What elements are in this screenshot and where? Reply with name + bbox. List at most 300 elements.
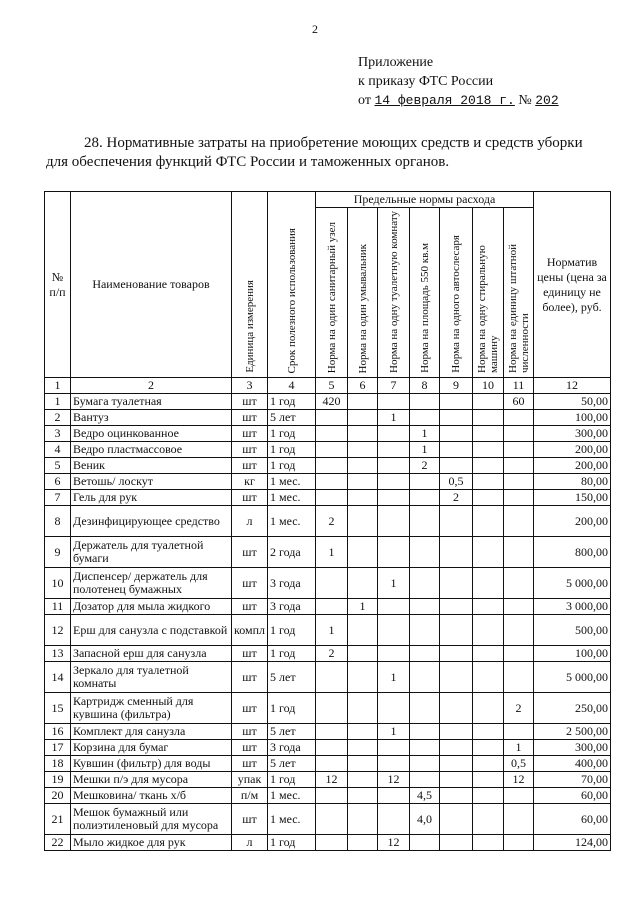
norm-mechanic bbox=[440, 804, 473, 835]
unit-cell: шт bbox=[232, 693, 268, 724]
term-cell: 1 год bbox=[268, 458, 316, 474]
table-row bbox=[45, 506, 611, 537]
norm-washbasin bbox=[348, 615, 378, 646]
norm-washing-machine bbox=[473, 442, 504, 458]
unit-cell: шт bbox=[232, 537, 268, 568]
norm-per-staff bbox=[504, 474, 534, 490]
norm-sanitary-unit bbox=[316, 490, 348, 506]
norm-area-550 bbox=[410, 662, 440, 693]
col-number: 4 bbox=[268, 378, 316, 394]
unit-cell: шт bbox=[232, 646, 268, 662]
norm-per-staff bbox=[504, 506, 534, 537]
item-name: Диспенсер/ держатель для полотенец бумажных bbox=[71, 568, 232, 599]
col-number: 2 bbox=[71, 378, 232, 394]
item-name: Гель для рук bbox=[71, 490, 232, 506]
header-n3: Норма на одну туалетную комнату bbox=[378, 208, 410, 378]
norm-sanitary-unit bbox=[316, 458, 348, 474]
header-unit: Единица измерения bbox=[232, 192, 268, 378]
norm-washbasin bbox=[348, 426, 378, 442]
norm-washing-machine bbox=[473, 410, 504, 426]
norm-mechanic bbox=[440, 740, 473, 756]
term-cell: 1 мес. bbox=[268, 788, 316, 804]
norm-per-staff bbox=[504, 615, 534, 646]
norm-washing-machine bbox=[473, 490, 504, 506]
term-cell: 1 год bbox=[268, 693, 316, 724]
norm-mechanic bbox=[440, 646, 473, 662]
item-name: Картридж сменный для кувшина (фильтра) bbox=[71, 693, 232, 724]
norm-per-staff: 1 bbox=[504, 740, 534, 756]
table-row bbox=[45, 772, 611, 788]
price-cell: 80,00 bbox=[534, 474, 611, 490]
term-cell: 1 мес. bbox=[268, 474, 316, 490]
table-row bbox=[45, 410, 611, 426]
norm-sanitary-unit bbox=[316, 599, 348, 615]
norm-area-550: 1 bbox=[410, 442, 440, 458]
norm-washbasin bbox=[348, 788, 378, 804]
norm-washing-machine bbox=[473, 394, 504, 410]
norm-area-550 bbox=[410, 740, 440, 756]
price-cell: 50,00 bbox=[534, 394, 611, 410]
row-number: 5 bbox=[45, 458, 71, 474]
table-row bbox=[45, 394, 611, 410]
row-number: 13 bbox=[45, 646, 71, 662]
row-number: 22 bbox=[45, 835, 71, 851]
norm-washbasin bbox=[348, 835, 378, 851]
item-name: Вантуз bbox=[71, 410, 232, 426]
norm-mechanic bbox=[440, 724, 473, 740]
price-cell: 200,00 bbox=[534, 442, 611, 458]
price-cell: 70,00 bbox=[534, 772, 611, 788]
appendix-line2: к приказу ФТС России bbox=[358, 74, 494, 89]
term-cell: 5 лет bbox=[268, 410, 316, 426]
table-row bbox=[45, 537, 611, 568]
table-row bbox=[45, 662, 611, 693]
norm-per-staff bbox=[504, 804, 534, 835]
table-row bbox=[45, 788, 611, 804]
item-name: Ведро пластмассовое bbox=[71, 442, 232, 458]
norm-washing-machine bbox=[473, 426, 504, 442]
term-cell: 3 года bbox=[268, 568, 316, 599]
norm-area-550 bbox=[410, 724, 440, 740]
norm-mechanic bbox=[440, 506, 473, 537]
col-number: 9 bbox=[440, 378, 473, 394]
norm-mechanic bbox=[440, 662, 473, 693]
col-number: 11 bbox=[504, 378, 534, 394]
table-row bbox=[45, 474, 611, 490]
item-name: Держатель для туалетной бумаги bbox=[71, 537, 232, 568]
norm-area-550 bbox=[410, 506, 440, 537]
norm-mechanic bbox=[440, 693, 473, 724]
norm-washbasin bbox=[348, 756, 378, 772]
norm-sanitary-unit: 2 bbox=[316, 506, 348, 537]
norms-table bbox=[44, 191, 611, 851]
term-cell: 1 год bbox=[268, 646, 316, 662]
table-row bbox=[45, 835, 611, 851]
norm-washing-machine bbox=[473, 599, 504, 615]
norm-sanitary-unit bbox=[316, 568, 348, 599]
norm-sanitary-unit bbox=[316, 756, 348, 772]
norm-per-staff bbox=[504, 410, 534, 426]
item-name: Кувшин (фильтр) для воды bbox=[71, 756, 232, 772]
norm-washing-machine bbox=[473, 740, 504, 756]
table-row bbox=[45, 568, 611, 599]
norm-washbasin bbox=[348, 724, 378, 740]
norm-washing-machine bbox=[473, 646, 504, 662]
price-cell: 2 500,00 bbox=[534, 724, 611, 740]
term-cell: 5 лет bbox=[268, 662, 316, 693]
row-number: 21 bbox=[45, 804, 71, 835]
header-n7: Норма на единицу штатной численности bbox=[504, 208, 534, 378]
norm-area-550 bbox=[410, 693, 440, 724]
norm-sanitary-unit bbox=[316, 410, 348, 426]
table-row bbox=[45, 615, 611, 646]
norm-sanitary-unit bbox=[316, 426, 348, 442]
norm-mechanic bbox=[440, 568, 473, 599]
price-cell: 60,00 bbox=[534, 804, 611, 835]
appendix-date-prefix: от bbox=[358, 93, 371, 108]
norm-mechanic bbox=[440, 537, 473, 568]
row-number: 7 bbox=[45, 490, 71, 506]
row-number: 16 bbox=[45, 724, 71, 740]
row-number: 18 bbox=[45, 756, 71, 772]
norm-toilet-room: 1 bbox=[378, 568, 410, 599]
norm-toilet-room bbox=[378, 788, 410, 804]
section-title: 28. Нормативные затраты на приобретение моющих средств и средств уборки для обеспечения функций ФТС России и таможенных органов. bbox=[46, 135, 583, 170]
price-cell: 300,00 bbox=[534, 740, 611, 756]
norm-toilet-room bbox=[378, 756, 410, 772]
norm-mechanic: 2 bbox=[440, 490, 473, 506]
col-number: 8 bbox=[410, 378, 440, 394]
item-name: Ведро оцинкованное bbox=[71, 426, 232, 442]
norm-per-staff bbox=[504, 426, 534, 442]
term-cell: 1 год bbox=[268, 835, 316, 851]
table-row bbox=[45, 756, 611, 772]
price-cell: 5 000,00 bbox=[534, 568, 611, 599]
norm-sanitary-unit bbox=[316, 804, 348, 835]
item-name: Ерш для санузла с подставкой bbox=[71, 615, 232, 646]
page-number: 2 bbox=[312, 22, 318, 36]
appendix-number-label: № bbox=[518, 93, 532, 108]
row-number: 4 bbox=[45, 442, 71, 458]
norm-area-550 bbox=[410, 835, 440, 851]
norm-toilet-room bbox=[378, 804, 410, 835]
row-number: 9 bbox=[45, 537, 71, 568]
col-number: 12 bbox=[534, 378, 611, 394]
norm-washing-machine bbox=[473, 615, 504, 646]
header-term: Срок полезного использования bbox=[268, 192, 316, 378]
unit-cell: шт bbox=[232, 442, 268, 458]
norm-mechanic bbox=[440, 410, 473, 426]
term-cell: 1 мес. bbox=[268, 490, 316, 506]
norm-per-staff bbox=[504, 568, 534, 599]
row-number: 2 bbox=[45, 410, 71, 426]
header-num: № п/п bbox=[45, 192, 71, 378]
item-name: Дозатор для мыла жидкого bbox=[71, 599, 232, 615]
norm-sanitary-unit bbox=[316, 442, 348, 458]
header-group: Предельные нормы расхода bbox=[316, 192, 534, 208]
term-cell: 5 лет bbox=[268, 756, 316, 772]
item-name: Корзина для бумаг bbox=[71, 740, 232, 756]
norm-per-staff: 0,5 bbox=[504, 756, 534, 772]
norm-mechanic bbox=[440, 426, 473, 442]
unit-cell: л bbox=[232, 835, 268, 851]
price-cell: 250,00 bbox=[534, 693, 611, 724]
row-number: 17 bbox=[45, 740, 71, 756]
item-name: Веник bbox=[71, 458, 232, 474]
norm-washing-machine bbox=[473, 662, 504, 693]
norm-washbasin bbox=[348, 506, 378, 537]
norm-sanitary-unit bbox=[316, 474, 348, 490]
norm-washing-machine bbox=[473, 788, 504, 804]
norm-per-staff bbox=[504, 599, 534, 615]
table-row bbox=[45, 458, 611, 474]
norm-washing-machine bbox=[473, 835, 504, 851]
norm-toilet-room bbox=[378, 615, 410, 646]
norm-washbasin bbox=[348, 693, 378, 724]
norm-washbasin bbox=[348, 804, 378, 835]
norm-area-550 bbox=[410, 756, 440, 772]
norm-toilet-room bbox=[378, 458, 410, 474]
norm-area-550 bbox=[410, 537, 440, 568]
norm-washing-machine bbox=[473, 756, 504, 772]
unit-cell: л bbox=[232, 506, 268, 537]
norm-washing-machine bbox=[473, 724, 504, 740]
term-cell: 1 год bbox=[268, 426, 316, 442]
item-name: Запасной ерш для санузла bbox=[71, 646, 232, 662]
norm-mechanic bbox=[440, 394, 473, 410]
item-name: Дезинфицирующее средство bbox=[71, 506, 232, 537]
norm-washbasin bbox=[348, 394, 378, 410]
norm-washbasin bbox=[348, 474, 378, 490]
norm-sanitary-unit bbox=[316, 740, 348, 756]
price-cell: 200,00 bbox=[534, 506, 611, 537]
price-cell: 124,00 bbox=[534, 835, 611, 851]
item-name: Ветошь/ лоскут bbox=[71, 474, 232, 490]
row-number: 14 bbox=[45, 662, 71, 693]
item-name: Комплект для санузла bbox=[71, 724, 232, 740]
col-number: 10 bbox=[473, 378, 504, 394]
norm-sanitary-unit: 1 bbox=[316, 537, 348, 568]
norm-sanitary-unit: 2 bbox=[316, 646, 348, 662]
norm-area-550 bbox=[410, 394, 440, 410]
col-number: 1 bbox=[45, 378, 71, 394]
norm-per-staff: 60 bbox=[504, 394, 534, 410]
header-n5: Норма на одного автослесаря bbox=[440, 208, 473, 378]
norm-washbasin bbox=[348, 410, 378, 426]
header-n4: Норма на площадь 550 кв.м bbox=[410, 208, 440, 378]
price-cell: 5 000,00 bbox=[534, 662, 611, 693]
norm-sanitary-unit bbox=[316, 724, 348, 740]
row-number: 10 bbox=[45, 568, 71, 599]
norm-area-550 bbox=[410, 772, 440, 788]
norm-toilet-room bbox=[378, 506, 410, 537]
header-n6: Норма на одну стиральную машину bbox=[473, 208, 504, 378]
table-row bbox=[45, 804, 611, 835]
appendix-number: 202 bbox=[535, 93, 559, 108]
norm-sanitary-unit bbox=[316, 662, 348, 693]
norm-per-staff bbox=[504, 788, 534, 804]
norm-washbasin bbox=[348, 662, 378, 693]
row-number: 3 bbox=[45, 426, 71, 442]
table-row bbox=[45, 693, 611, 724]
unit-cell: компл bbox=[232, 615, 268, 646]
norm-mechanic: 0,5 bbox=[440, 474, 473, 490]
unit-cell: шт bbox=[232, 662, 268, 693]
norm-per-staff bbox=[504, 662, 534, 693]
norm-washing-machine bbox=[473, 772, 504, 788]
norm-toilet-room: 1 bbox=[378, 724, 410, 740]
norm-per-staff bbox=[504, 442, 534, 458]
norm-toilet-room bbox=[378, 599, 410, 615]
price-cell: 150,00 bbox=[534, 490, 611, 506]
unit-cell: шт bbox=[232, 568, 268, 599]
unit-cell: шт bbox=[232, 756, 268, 772]
norm-per-staff bbox=[504, 724, 534, 740]
term-cell: 1 мес. bbox=[268, 804, 316, 835]
price-cell: 800,00 bbox=[534, 537, 611, 568]
table-row bbox=[45, 724, 611, 740]
norm-per-staff bbox=[504, 458, 534, 474]
norm-toilet-room: 12 bbox=[378, 772, 410, 788]
norm-area-550: 2 bbox=[410, 458, 440, 474]
norm-washing-machine bbox=[473, 537, 504, 568]
norm-mechanic bbox=[440, 599, 473, 615]
norm-washbasin bbox=[348, 646, 378, 662]
norm-area-550 bbox=[410, 599, 440, 615]
norm-washing-machine bbox=[473, 804, 504, 835]
unit-cell: шт bbox=[232, 599, 268, 615]
price-cell: 3 000,00 bbox=[534, 599, 611, 615]
norm-mechanic bbox=[440, 458, 473, 474]
row-number: 11 bbox=[45, 599, 71, 615]
norm-area-550: 4,5 bbox=[410, 788, 440, 804]
term-cell: 2 года bbox=[268, 537, 316, 568]
header-n2: Норма на один умывальник bbox=[348, 208, 378, 378]
norm-area-550 bbox=[410, 646, 440, 662]
item-name: Бумага туалетная bbox=[71, 394, 232, 410]
norm-mechanic bbox=[440, 756, 473, 772]
appendix-header bbox=[358, 53, 559, 110]
term-cell: 1 год bbox=[268, 394, 316, 410]
norm-per-staff bbox=[504, 646, 534, 662]
norm-toilet-room bbox=[378, 426, 410, 442]
row-number: 15 bbox=[45, 693, 71, 724]
norm-toilet-room bbox=[378, 474, 410, 490]
norm-washing-machine bbox=[473, 568, 504, 599]
norm-toilet-room bbox=[378, 442, 410, 458]
term-cell: 3 года bbox=[268, 740, 316, 756]
norm-mechanic bbox=[440, 772, 473, 788]
price-cell: 60,00 bbox=[534, 788, 611, 804]
norm-sanitary-unit bbox=[316, 835, 348, 851]
norm-mechanic bbox=[440, 835, 473, 851]
row-number: 1 bbox=[45, 394, 71, 410]
norm-sanitary-unit: 12 bbox=[316, 772, 348, 788]
norm-toilet-room bbox=[378, 537, 410, 568]
column-numbers-row bbox=[45, 378, 611, 394]
unit-cell: шт bbox=[232, 740, 268, 756]
table-row bbox=[45, 646, 611, 662]
norm-washbasin bbox=[348, 537, 378, 568]
term-cell: 1 год bbox=[268, 772, 316, 788]
unit-cell: кг bbox=[232, 474, 268, 490]
header-price: Норматив цены (цена за единицу не более), руб. bbox=[534, 192, 611, 378]
norm-per-staff: 2 bbox=[504, 693, 534, 724]
price-cell: 300,00 bbox=[534, 426, 611, 442]
norm-area-550 bbox=[410, 474, 440, 490]
unit-cell: шт bbox=[232, 410, 268, 426]
norm-area-550: 4,0 bbox=[410, 804, 440, 835]
price-cell: 500,00 bbox=[534, 615, 611, 646]
item-name: Мешковина/ ткань х/б bbox=[71, 788, 232, 804]
norm-area-550 bbox=[410, 568, 440, 599]
norm-sanitary-unit: 420 bbox=[316, 394, 348, 410]
norm-washbasin bbox=[348, 568, 378, 599]
price-cell: 100,00 bbox=[534, 646, 611, 662]
norm-toilet-room: 12 bbox=[378, 835, 410, 851]
norm-washbasin bbox=[348, 458, 378, 474]
norm-washbasin bbox=[348, 490, 378, 506]
norm-area-550 bbox=[410, 410, 440, 426]
unit-cell: шт bbox=[232, 426, 268, 442]
header-n1: Норма на один санитарный узел bbox=[316, 208, 348, 378]
table-row bbox=[45, 599, 611, 615]
table-row bbox=[45, 442, 611, 458]
col-number: 6 bbox=[348, 378, 378, 394]
unit-cell: шт bbox=[232, 804, 268, 835]
norm-washing-machine bbox=[473, 506, 504, 537]
table-row bbox=[45, 740, 611, 756]
unit-cell: п/м bbox=[232, 788, 268, 804]
row-number: 12 bbox=[45, 615, 71, 646]
appendix-line3 bbox=[358, 91, 559, 110]
norm-washbasin bbox=[348, 740, 378, 756]
norm-toilet-room bbox=[378, 394, 410, 410]
norm-sanitary-unit bbox=[316, 788, 348, 804]
norm-washing-machine bbox=[473, 458, 504, 474]
term-cell: 5 лет bbox=[268, 724, 316, 740]
norm-toilet-room bbox=[378, 646, 410, 662]
unit-cell: шт bbox=[232, 724, 268, 740]
norm-area-550 bbox=[410, 490, 440, 506]
appendix-line1: Приложение bbox=[358, 55, 434, 70]
table-row bbox=[45, 426, 611, 442]
unit-cell: упак bbox=[232, 772, 268, 788]
term-cell: 1 год bbox=[268, 442, 316, 458]
norm-washbasin bbox=[348, 772, 378, 788]
norm-per-staff bbox=[504, 537, 534, 568]
norm-mechanic bbox=[440, 788, 473, 804]
norm-washing-machine bbox=[473, 693, 504, 724]
norm-area-550 bbox=[410, 615, 440, 646]
term-cell: 3 года bbox=[268, 599, 316, 615]
price-cell: 400,00 bbox=[534, 756, 611, 772]
price-cell: 200,00 bbox=[534, 458, 611, 474]
norm-toilet-room: 1 bbox=[378, 410, 410, 426]
norm-toilet-room: 1 bbox=[378, 662, 410, 693]
appendix-date: 14 февраля 2018 г. bbox=[374, 93, 515, 108]
norm-toilet-room bbox=[378, 740, 410, 756]
item-name: Зеркало для туалетной комнаты bbox=[71, 662, 232, 693]
term-cell: 1 мес. bbox=[268, 506, 316, 537]
table-row bbox=[45, 490, 611, 506]
row-number: 20 bbox=[45, 788, 71, 804]
row-number: 19 bbox=[45, 772, 71, 788]
norm-toilet-room bbox=[378, 693, 410, 724]
unit-cell: шт bbox=[232, 490, 268, 506]
row-number: 6 bbox=[45, 474, 71, 490]
unit-cell: шт bbox=[232, 458, 268, 474]
